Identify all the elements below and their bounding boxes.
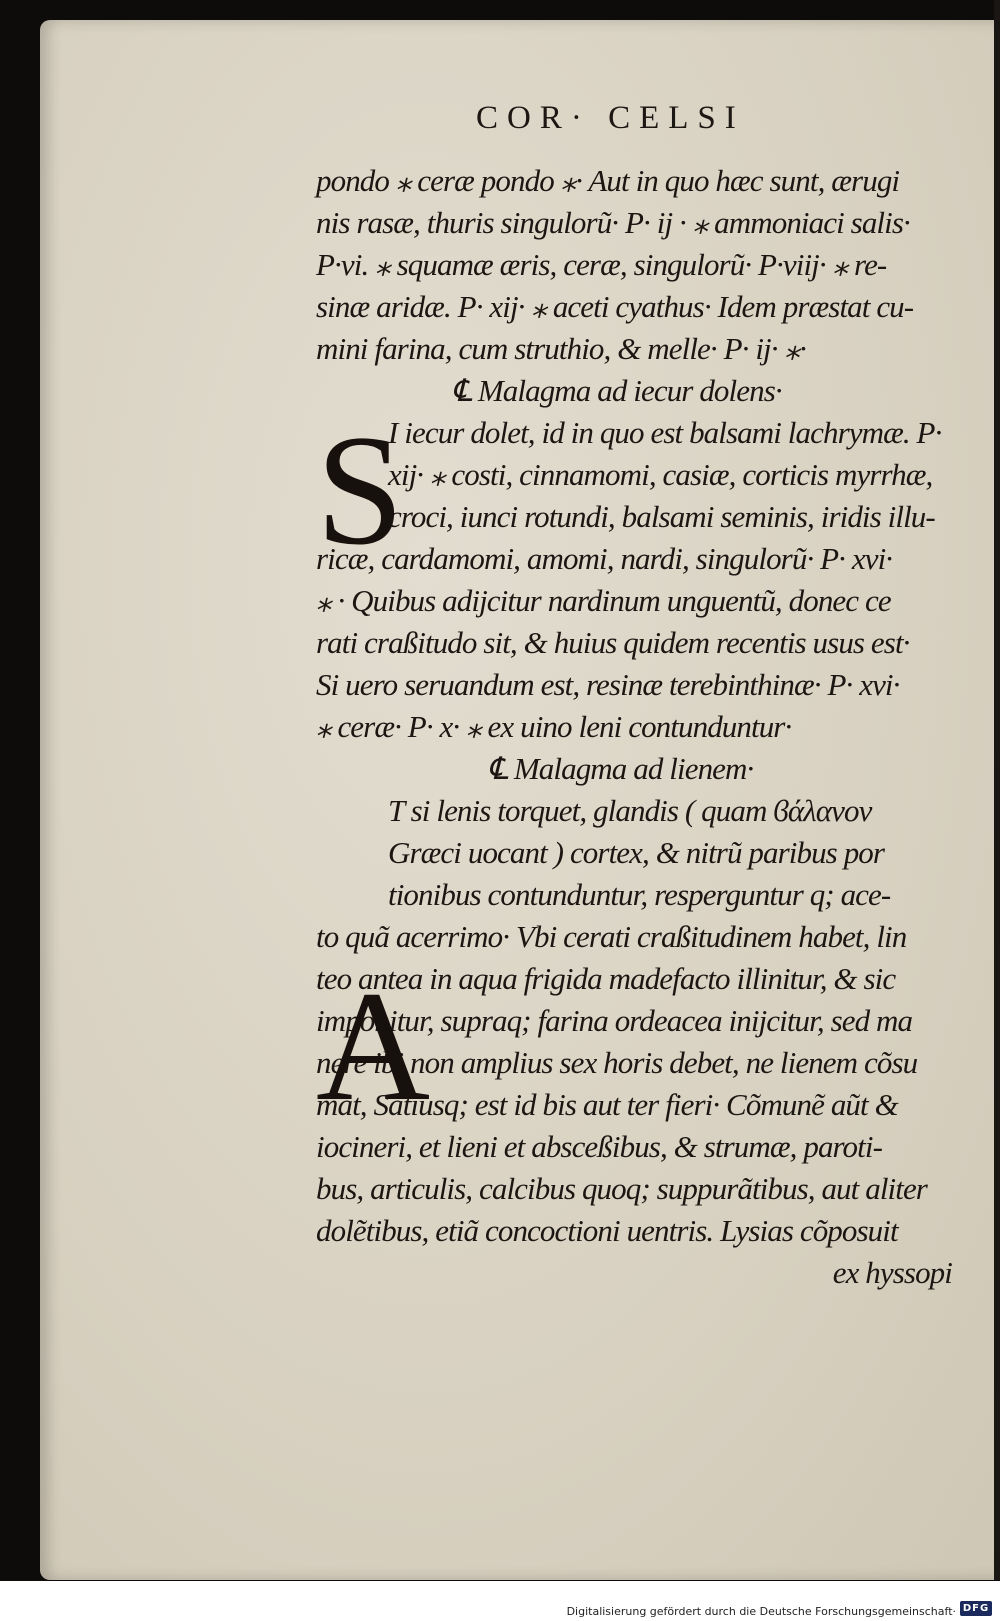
- text-line: teo antea in aqua frigida madefacto illinitur, & sic: [316, 961, 896, 996]
- text-line: I iecur dolet, id in quo est balsami lachrymæ. P·: [388, 415, 942, 450]
- text-line: pondo ⁎ ceræ pondo ⁎· Aut in quo hæc sunt, ærugi: [316, 163, 900, 198]
- text-line: bus, articulis, calcibus quoq; suppurãtibus, aut aliter: [316, 1171, 927, 1206]
- text-line: T si lenis torquet, glandis ( quam ϐάλανον: [388, 793, 872, 828]
- body-text: [316, 160, 964, 1294]
- text-line: croci, iunci rotundi, balsami seminis, iridis illu-: [388, 499, 935, 534]
- text-line: imponitur, supraq; farina ordeacea inijcitur, sed ma: [316, 1003, 913, 1038]
- text-line: ⁎ ceræ· P· x· ⁎ ex uino leni contunduntur·: [316, 709, 792, 744]
- section-heading: ℄ Malagma ad lienem·: [488, 751, 754, 786]
- text-line: iocineri, et lieni et absceßibus, & strumæ, paroti-: [316, 1129, 883, 1164]
- drop-cap-a: A: [316, 959, 431, 1134]
- catchword: ex hyssopi: [832, 1255, 952, 1290]
- footer-credit: Digitalisierung gefördert durch die Deutsche Forschungsgemeinschaft·: [566, 1605, 956, 1618]
- dfg-logo: DFG: [960, 1601, 992, 1616]
- drop-cap-s: S: [316, 403, 404, 578]
- text-line: rati craßitudo sit, & huius quidem recentis usus est·: [316, 625, 910, 660]
- running-head: COR· CELSI: [476, 100, 745, 136]
- text-line: nis rasæ, thuris singulorũ· P· ij · ⁎ ammoniaci salis·: [316, 205, 910, 240]
- text-line: sinæ aridæ. P· xij· ⁎ aceti cyathus· Idem præstat cu-: [316, 289, 914, 324]
- text-line: to quã acerrimo· Vbi cerati craßitudinem habet, lin: [316, 919, 907, 954]
- text-line: ricæ, cardamomi, amomi, nardi, singulorũ· P· xvi·: [316, 541, 893, 576]
- section-heading: ℄ Malagma ad iecur dolens·: [452, 373, 782, 408]
- text-line: nere ibi non amplius sex horis debet, ne lienem cõsu: [316, 1045, 918, 1080]
- text-line: P·vi. ⁎ squamæ æris, ceræ, singulorũ· P·viij· ⁎ re-: [316, 247, 887, 282]
- page-edge: [994, 0, 1000, 1580]
- text-line: mat, Satiusq; est id bis aut ter fieri· Cõmunẽ aũt &: [316, 1087, 898, 1122]
- text-line: Si uero seruandum est, resinæ terebinthinæ· P· xvi·: [316, 667, 900, 702]
- text-line: xij· ⁎ costi, cinnamomi, casiæ, corticis myrrhæ,: [388, 457, 933, 492]
- text-line: dolẽtibus, etiã concoctioni uentris. Lysias cõposuit: [316, 1213, 898, 1248]
- text-line: Græci uocant ) cortex, & nitrũ paribus por: [388, 835, 885, 870]
- text-line: tionibus contunduntur, resperguntur q; ace-: [388, 877, 891, 912]
- text-line: mini farina, cum struthio, & melle· P· ij· ⁎·: [316, 331, 806, 366]
- text-line: ⁎ · Quibus adijcitur nardinum unguentũ, donec ce: [316, 583, 891, 618]
